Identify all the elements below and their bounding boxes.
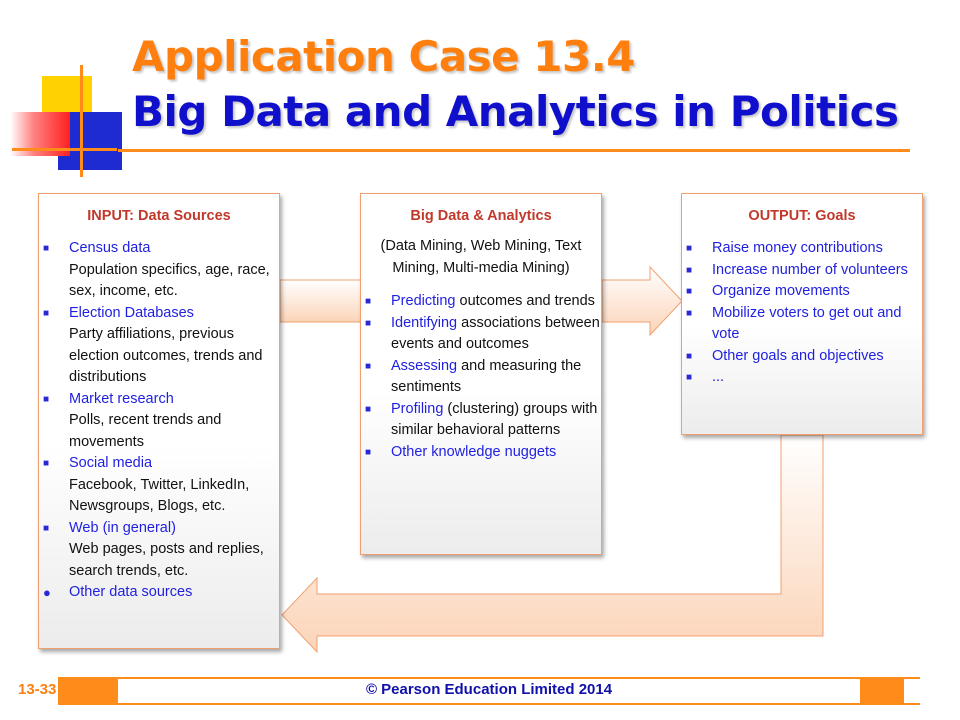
analytics-item-head: Identifying xyxy=(391,314,458,331)
list-item xyxy=(682,238,922,260)
square-bullet-icon: ■ xyxy=(43,393,50,405)
square-bullet-icon: ■ xyxy=(365,446,372,458)
analytics-list xyxy=(361,291,601,463)
list-item xyxy=(361,442,601,464)
square-bullet-icon: ■ xyxy=(365,317,372,329)
footer-bar-right xyxy=(860,679,904,703)
input-item-detail: Polls, recent trends and movements xyxy=(69,412,222,450)
input-item-head: Market research xyxy=(69,390,174,407)
square-bullet-icon: ■ xyxy=(686,264,693,276)
footer-bar-left xyxy=(58,679,118,703)
list-item xyxy=(39,453,279,518)
analytics-item-rest: associations between events and outcomes xyxy=(391,314,600,352)
square-bullet-icon: ■ xyxy=(686,243,693,254)
square-bullet-icon: ■ xyxy=(686,372,693,383)
circle-bullet-icon: ● xyxy=(43,585,51,600)
input-list xyxy=(39,238,279,604)
square-bullet-icon: ■ xyxy=(686,286,693,297)
slide-title-line-1: Application Case 13.4 xyxy=(132,32,635,81)
input-item-head: Election Databases xyxy=(69,304,194,321)
footer-bottom-rule xyxy=(58,703,920,705)
input-data-sources-box xyxy=(38,193,280,649)
input-box-title: INPUT: Data Sources xyxy=(87,208,231,224)
arrow-analytics-to-output xyxy=(602,267,682,335)
output-item: Other goals and objectives xyxy=(712,347,884,364)
page-number: 13-33 xyxy=(18,681,57,698)
list-item xyxy=(39,389,279,454)
list-item xyxy=(39,238,279,303)
square-bullet-icon: ■ xyxy=(365,403,372,415)
input-item-head: Census data xyxy=(69,240,151,256)
output-item: Increase number of volunteers xyxy=(712,261,908,278)
square-bullet-icon: ■ xyxy=(365,360,372,372)
list-item xyxy=(682,346,922,368)
square-bullet-icon: ■ xyxy=(43,243,50,254)
list-item xyxy=(39,582,279,604)
list-item xyxy=(39,303,279,389)
input-item-head: Social media xyxy=(69,455,153,471)
output-item: Mobilize voters to get out and vote xyxy=(712,304,902,342)
input-item-detail: Facebook, Twitter, LinkedIn, Newsgroups, Blogs, etc. xyxy=(69,476,250,514)
arrow-input-to-analytics xyxy=(280,280,361,322)
analytics-description: (Data Mining, Web Mining, Text Mining, Multi-media Mining) xyxy=(380,238,582,276)
footer-top-rule xyxy=(58,677,920,679)
analytics-item-head: Profiling xyxy=(391,400,444,417)
square-bullet-icon: ■ xyxy=(365,296,372,307)
input-item-detail: Party affiliations, previous election outcomes, trends and distributions xyxy=(69,326,263,385)
square-bullet-icon: ■ xyxy=(686,307,693,319)
output-item: ... xyxy=(712,369,725,385)
square-bullet-icon: ■ xyxy=(43,458,50,469)
output-item: Organize movements xyxy=(712,283,850,299)
analytics-box-title: Big Data & Analytics xyxy=(410,208,552,224)
output-item: Raise money contributions xyxy=(712,240,883,256)
big-data-analytics-box xyxy=(360,193,602,555)
list-item xyxy=(682,281,922,303)
square-bullet-icon: ■ xyxy=(43,522,50,534)
output-list xyxy=(682,238,922,389)
analytics-item-rest: (clustering) groups with similar behavioral patterns xyxy=(391,400,598,438)
list-item xyxy=(361,291,601,313)
list-item xyxy=(361,399,601,442)
list-item xyxy=(361,356,601,399)
output-box-title: OUTPUT: Goals xyxy=(748,208,856,224)
input-item-detail: Population specifics, age, race, sex, income, etc. xyxy=(69,261,270,299)
list-item xyxy=(682,260,922,282)
input-item-head: Other data sources xyxy=(69,584,193,600)
square-bullet-icon: ■ xyxy=(686,350,693,362)
list-item xyxy=(682,303,922,346)
analytics-item-head: Other knowledge nuggets xyxy=(391,443,557,460)
analytics-item-head: Predicting xyxy=(391,293,456,309)
analytics-item-rest: outcomes and trends xyxy=(455,293,595,309)
input-item-head: Web (in general) xyxy=(69,519,176,536)
list-item xyxy=(682,367,922,389)
output-goals-box xyxy=(681,193,923,435)
slide-title-line-2: Big Data and Analytics in Politics xyxy=(132,87,899,136)
analytics-item-head: Assessing xyxy=(391,357,458,374)
input-item-detail: Web pages, posts and replies, search trends, etc. xyxy=(69,541,264,579)
analytics-item-rest: and measuring the sentiments xyxy=(391,357,582,395)
list-item xyxy=(39,518,279,583)
copyright-notice: © Pearson Education Limited 2014 xyxy=(365,681,613,698)
list-item xyxy=(361,313,601,356)
square-bullet-icon: ■ xyxy=(43,307,50,319)
